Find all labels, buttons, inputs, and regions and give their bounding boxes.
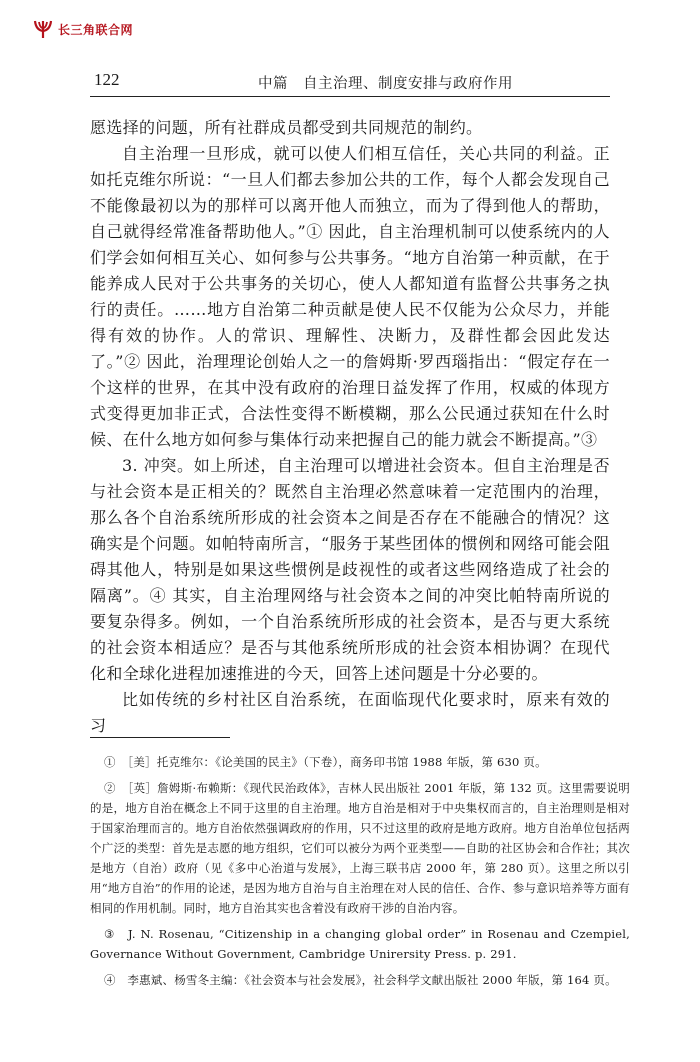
footnote: ① ［美］托克维尔：《论美国的民主》（下卷），商务印书馆 1988 年版，第 630 页。 bbox=[104, 755, 547, 769]
running-head: 中篇 自主治理、制度安排与政府作用 bbox=[258, 76, 513, 92]
page-number: 122 bbox=[94, 70, 120, 89]
footnote: ② ［英］詹姆斯·布赖斯：《现代民治政体》，吉林人民出版社 2001 年版，第 132 页。这里需要说明的是，地方自治在概念上不同于这里的自主治理。地方自治是相对于中央集权而言的，自主治理则是相对于国家治理而言的。地方自治依然强调政府的作用，只不过这里的政府是地方政府。地方自治单位包括两个广泛的类型：首先是志愿的地方组织，它们可以被分为两个亚类型——自助的社区协会和合作社；其次是地方（自治）政府（见《多中心治道与发展》，上海三联书店 2000 年，第 280 页）。这里之所以引用“地方自治”的作用的论述，是因为地方自治与自主治理在对人民的信任、合作、参与意识培养等方面有相同的作用机制。同时，地方自治其实也含着没有政府干涉的自治内容。 bbox=[90, 781, 630, 915]
paragraph: 3. 冲突。如上所述，自主治理可以增进社会资本。但自主治理是否与社会资本是正相关的？既然自主治理必然意味着一定范围内的治理，那么各个自治系统所形成的社会资本之间是否存在不能融合的情况？这确实是个问题。如帕特南所言，“服务于某些团体的惯例和网络可能会阻碍其他人，特别是如果这些惯例是歧视性的或者这些网络造成了社会的隔离”。④ 其实，自主治理网络与社会资本之间的冲突比帕特南所说的要复杂得多。例如，一个自治系统所形成的社会资本，是否与更大系统的社会资本相适应？是否与其他系统所形成的社会资本相协调？在现代化和全球化进程加速推进的今天，回答上述问题是十分必要的。 bbox=[90, 456, 610, 683]
footnote: ③ J. N. Rosenau, “Citizenship in a changing global order” in Rosenau and Czempiel, Governance Without Government, Cambridge Unirersity Press. p. 291. bbox=[90, 927, 630, 961]
footnote-divider bbox=[90, 737, 230, 738]
paragraph: 自主治理一旦形成，就可以使人们相互信任，关心共同的利益。正如托克维尔所说：“一旦人们都去参加公共的工作，每个人都会发现自己不能像最初以为的那样可以离开他人而独立，而为了得到他人的帮助，自己就得经常准备帮助他人。”① 因此，自主治理机制可以使系统内的人们学会如何相互关心、如何参与公共事务。“地方自治第一种贡献，在于能养成人民对于公共事务的关切心，使人人都知道有监督公共事务之执行的责任。……地方自治第二种贡献是使人民不仅能为公众尽力，并能得有效的协作。人的常识、理解性、决断力，及群性都会因此发达了。”② 因此，治理理论创始人之一的詹姆斯·罗西瑙指出：“假定存在一个这样的世界，在其中没有政府的治理日益发挥了作用，权威的体现方式变得更加非正式，合法性变得不断模糊，那么公民通过获知在什么时候、在什么地方如何参与集体行动来把握自己的能力就会不断提高。”③ bbox=[90, 144, 610, 449]
page-header bbox=[90, 70, 610, 97]
logo-text: 长三角联合网 bbox=[58, 22, 134, 37]
paragraph: 愿选择的问题，所有社群成员都受到共同规范的制约。 bbox=[90, 118, 483, 137]
footnote: ④ 李惠斌、杨雪冬主编：《社会资本与社会发展》，社会科学文献出版社 2000 年版，第 164 页。 bbox=[104, 973, 617, 987]
site-logo bbox=[32, 18, 133, 40]
main-text bbox=[90, 115, 610, 739]
paragraph: 比如传统的乡村社区自治系统，在面临现代化要求时，原来有效的习 bbox=[90, 690, 610, 735]
logo-emblem-icon bbox=[32, 18, 54, 40]
footnotes bbox=[90, 752, 630, 996]
